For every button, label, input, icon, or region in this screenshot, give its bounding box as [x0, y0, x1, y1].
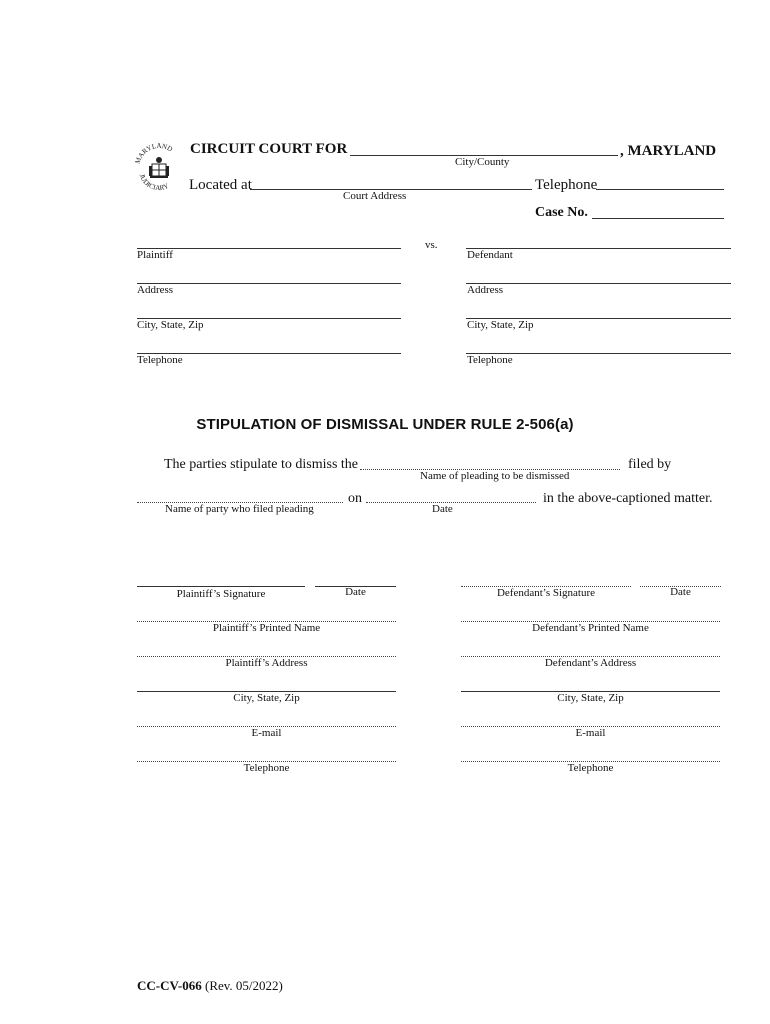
case-no-field[interactable]: [592, 218, 724, 219]
form-revision: (Rev. 05/2022): [205, 978, 283, 993]
defendant-caption: Defendant: [467, 249, 513, 261]
defendant-address-field[interactable]: [466, 283, 731, 284]
defendant-address-caption: Address: [467, 284, 504, 296]
plaintiff-sign-date-caption: Date: [345, 586, 366, 598]
defendant-city-caption: City, State, Zip: [467, 319, 534, 331]
plaintiff-address-caption: Address: [137, 284, 174, 296]
city-county-caption: City/County: [455, 156, 510, 168]
svg-text:JUDICIARY: JUDICIARY: [137, 173, 170, 193]
form-id: CC-CV-066: [137, 978, 202, 993]
circuit-court-label: CIRCUIT COURT FOR: [190, 141, 348, 157]
court-telephone-field[interactable]: [596, 189, 724, 190]
defendant-printed-name-caption: Defendant’s Printed Name: [532, 622, 649, 634]
plaintiff-telephone-caption: Telephone: [137, 354, 183, 366]
defendant-sign-city-caption: City, State, Zip: [557, 692, 624, 704]
pleading-date-caption: Date: [432, 503, 453, 515]
defendant-sign-address-caption: Defendant’s Address: [544, 657, 637, 669]
defendant-sign-telephone-caption: Telephone: [567, 762, 614, 774]
plaintiff-address-field[interactable]: [137, 283, 401, 284]
plaintiff-email-caption: E-mail: [251, 727, 282, 739]
statement-part1: The parties stipulate to dismiss the: [164, 457, 359, 472]
plaintiff-printed-name-caption: Plaintiff’s Printed Name: [212, 622, 321, 634]
defendant-email-caption: E-mail: [575, 727, 606, 739]
state-label: , MARYLAND: [620, 143, 717, 159]
plaintiff-name-field[interactable]: [137, 248, 401, 249]
svg-text:MARYLAND: MARYLAND: [133, 141, 174, 165]
on-label: on: [348, 491, 362, 506]
plaintiff-sign-address-caption: Plaintiff’s Address: [225, 657, 308, 669]
form-title: STIPULATION OF DISMISSAL UNDER RULE 2-506(a): [196, 416, 574, 433]
filed-by-label: filed by: [628, 457, 672, 472]
defendant-sign-date-caption: Date: [670, 586, 691, 598]
court-address-caption: Court Address: [343, 190, 407, 202]
maryland-judiciary-seal: [133, 138, 185, 200]
pleading-caption: Name of pleading to be dismissed: [420, 470, 570, 482]
statement-part2: in the above-captioned matter.: [543, 491, 713, 506]
vs-label: vs.: [425, 239, 438, 251]
defendant-signature-caption: Defendant’s Signature: [496, 587, 596, 599]
telephone-label: Telephone: [535, 177, 598, 193]
plaintiff-signature-field[interactable]: [137, 586, 305, 587]
form-footer: [137, 978, 283, 994]
plaintiff-caption: Plaintiff: [137, 249, 173, 261]
located-at-label: Located at: [189, 177, 252, 193]
plaintiff-city-caption: City, State, Zip: [137, 319, 204, 331]
case-no-label: Case No.: [535, 205, 588, 220]
party-caption: Name of party who filed pleading: [165, 503, 314, 515]
defendant-telephone-caption: Telephone: [467, 354, 513, 366]
plaintiff-signature-caption: Plaintiff’s Signature: [176, 588, 266, 600]
plaintiff-sign-telephone-caption: Telephone: [243, 762, 290, 774]
plaintiff-sign-city-caption: City, State, Zip: [233, 692, 300, 704]
